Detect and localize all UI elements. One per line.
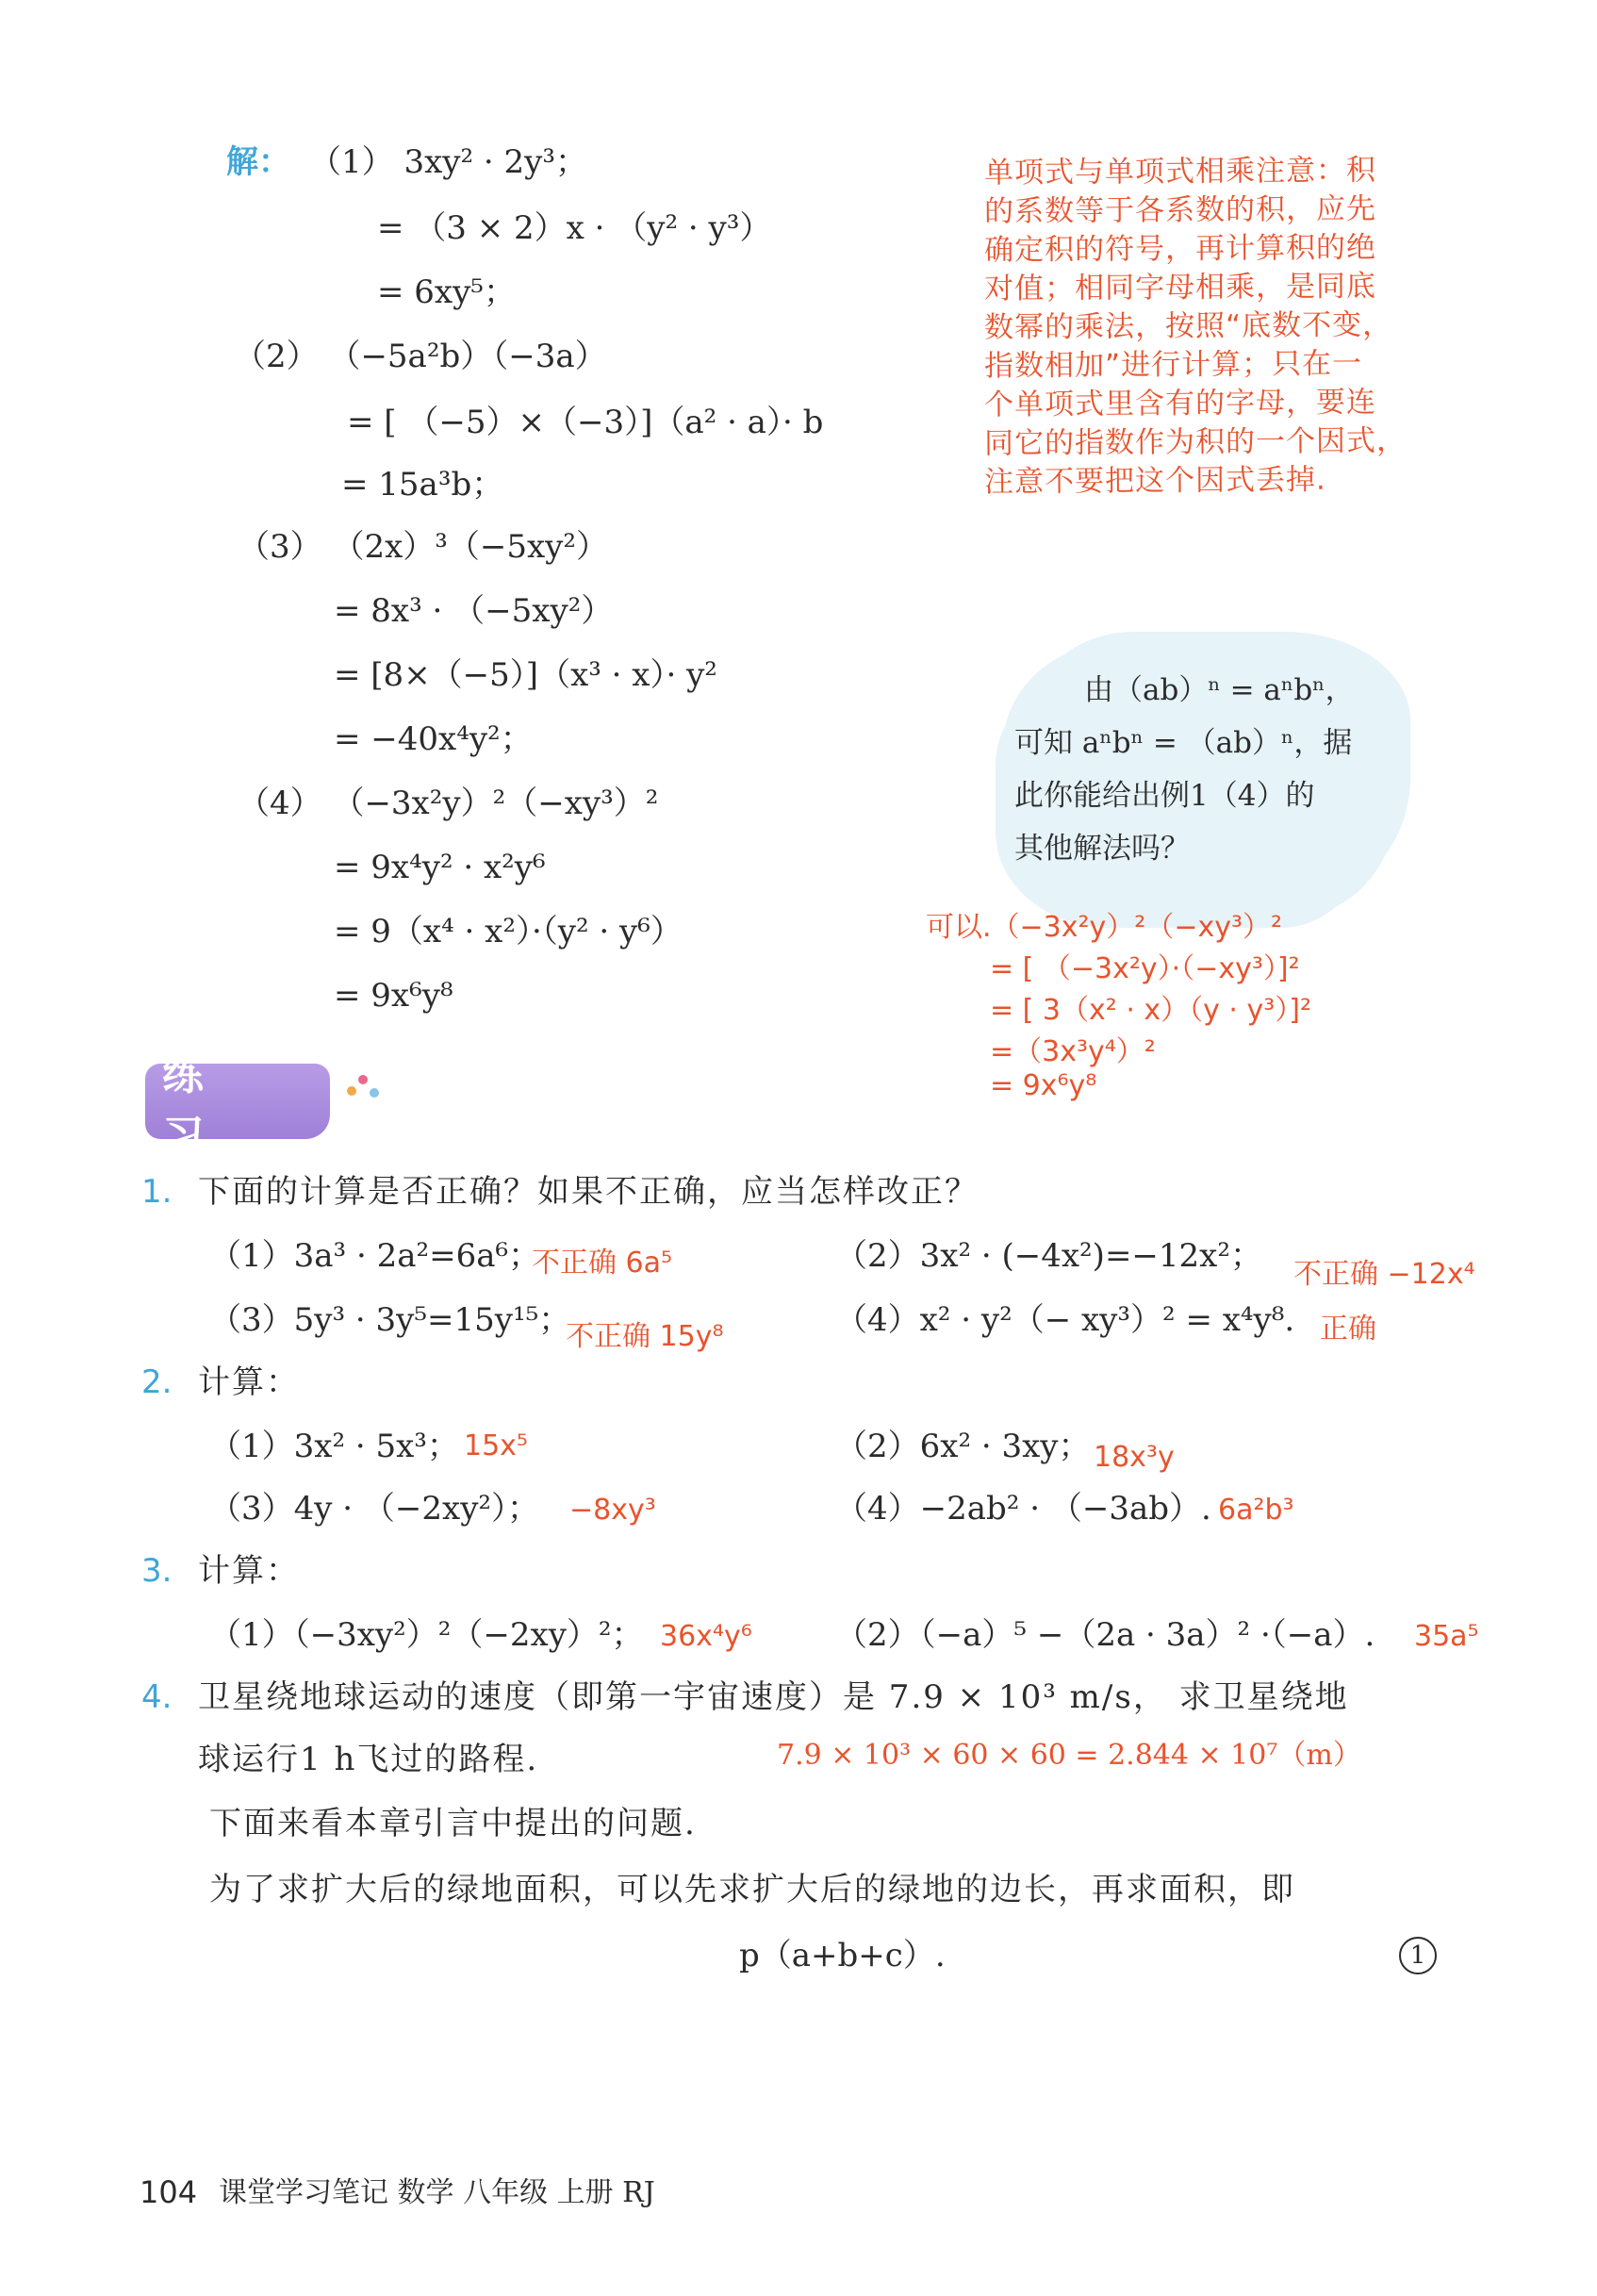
- q2-a: （1）3x² · 5x³；: [209, 1428, 459, 1465]
- q4-line-2: 球运行1 h飞过的路程.: [198, 1741, 539, 1778]
- q3-b: （2）（−a）⁵ −（2a · 3a）² ·（−a）.: [835, 1616, 1375, 1654]
- solution-2-line-1: （2） （−5a²b）（−3a）: [234, 338, 607, 375]
- tip-line: 此你能给出例1（4）的: [1014, 779, 1315, 813]
- q4-line-1: 卫星绕地球运动的速度（即第一宇宙速度）是 7.9 × 10³ m/s， 求卫星绕地: [198, 1678, 1349, 1716]
- q2-d: （4）−2ab² · （−3ab）.: [835, 1490, 1211, 1528]
- solution-4-line-2: = 9x⁴y² · x²y⁶: [334, 849, 546, 886]
- solution-3-line-4: = −40x⁴y²；: [334, 720, 533, 758]
- solution-3-line-2: = 8x³ · （−5xy²）: [334, 592, 614, 630]
- tip-answer-line: = [ （−3x²y）·（−xy³）]²: [990, 952, 1300, 985]
- side-note-line: 数幂的乘法，按照“底数不变，: [983, 307, 1393, 345]
- q1-a: （1）3a³ · 2a²=6a⁶；: [209, 1237, 541, 1275]
- q3-number: 3.: [141, 1552, 173, 1590]
- q1-c: （3）5y³ · 3y⁵=15y¹⁵；: [209, 1301, 571, 1339]
- side-note-line: 注意不要把这个因式丢掉.: [983, 462, 1326, 500]
- solution-1-line-1: （1） 3xy² · 2y³；: [309, 143, 587, 181]
- tip-answer-line: 可以.（−3x²y）²（−xy³）²: [926, 911, 1283, 944]
- solution-label: 解：: [226, 143, 290, 181]
- q4-answer: 7.9 × 10³ × 60 × 60 = 2.844 × 10⁷（m）: [777, 1739, 1361, 1772]
- q1-b-answer: 不正确 −12x⁴: [1293, 1258, 1475, 1291]
- formula: p（a+b+c）.: [739, 1937, 946, 1974]
- side-note-line: 对值；相同字母相乘，是同底: [983, 269, 1377, 306]
- solution-2-line-2: = [ （−5）×（−3）]（a² · a）· b: [347, 404, 824, 441]
- side-note-line: 确定积的符号，再计算积的绝: [983, 230, 1377, 268]
- q2-c-answer: −8xy³: [569, 1494, 656, 1527]
- solution-1-line-3: = 6xy⁵；: [377, 273, 516, 311]
- q2-c: （3）4y · （−2xy²）；: [209, 1490, 540, 1528]
- q1-a-answer: 不正确 6a⁵: [532, 1247, 673, 1280]
- tip-line: 由（ab）ⁿ = aⁿbⁿ，: [1084, 673, 1355, 707]
- footer-text: 课堂学习笔记 数学 八年级 上册 RJ: [219, 2176, 655, 2209]
- tip-answer-line: =（3x³y⁴）²: [990, 1035, 1156, 1068]
- q2-d-answer: 6a²b³: [1218, 1494, 1294, 1527]
- equation-number: [1399, 1937, 1437, 1974]
- decorative-dots: [347, 1073, 381, 1101]
- side-note-line: 的系数等于各系数的积，应先: [983, 191, 1377, 229]
- side-note-line: 同它的指数作为积的一个因式，: [983, 423, 1408, 461]
- q2-b-answer: 18x³y: [1094, 1441, 1175, 1474]
- q1-c-answer: 不正确 15y⁸: [566, 1320, 724, 1353]
- q2-a-answer: 15x⁵: [464, 1429, 528, 1462]
- solution-2-line-3: = 15a³b；: [341, 466, 504, 504]
- q1-number: 1.: [141, 1173, 173, 1211]
- body-paragraph-2: 为了求扩大后的绿地面积，可以先求扩大后的绿地的边长，再求面积，即: [209, 1871, 1295, 1908]
- practice-banner: 练 习: [145, 1064, 330, 1139]
- equation-number-label: 1: [1399, 1937, 1437, 1974]
- tip-line: 可知 aⁿbⁿ = （ab）ⁿ，据: [1014, 726, 1353, 760]
- tip-answer-line: = [ 3（x² · x）（y · y³）]²: [990, 994, 1312, 1027]
- q1-b: （2）3x² · (−4x²)=−12x²；: [835, 1237, 1262, 1275]
- page-number: 104: [140, 2174, 198, 2210]
- q1-text: 下面的计算是否正确？如果不正确，应当怎样改正？: [198, 1173, 979, 1211]
- tip-answer-line: = 9x⁶y⁸: [990, 1069, 1097, 1102]
- q2-number: 2.: [141, 1363, 173, 1401]
- solution-4-line-1: （4） （−3x²y）²（−xy³）²: [238, 785, 659, 822]
- q3-b-answer: 35a⁵: [1414, 1620, 1479, 1653]
- solution-1-line-2: = （3 × 2）x · （y² · y³）: [377, 209, 772, 247]
- q2-text: 计算：: [198, 1363, 300, 1401]
- solution-4-line-4: = 9x⁶y⁸: [334, 977, 453, 1015]
- q1-d-answer: 正确: [1320, 1313, 1376, 1346]
- solution-3-line-1: （3） （2x）³（−5xy²）: [238, 528, 609, 566]
- side-note-line: 个单项式里含有的字母，要连: [983, 385, 1377, 422]
- q2-b: （2）6x² · 3xy；: [835, 1428, 1091, 1465]
- side-note-line: 指数相加”进行计算；只在一: [983, 346, 1363, 384]
- q3-text: 计算：: [198, 1552, 300, 1590]
- q3-a: （1）（−3xy²）²（−2xy）²；: [209, 1616, 644, 1654]
- body-paragraph-1: 下面来看本章引言中提出的问题.: [209, 1805, 697, 1842]
- q4-number: 4.: [141, 1678, 173, 1716]
- side-note-line: 单项式与单项式相乘注意：积: [983, 153, 1377, 190]
- solution-4-line-3: = 9（x⁴ · x²）·（y² · y⁶）: [334, 913, 683, 950]
- tip-line: 其他解法吗？: [1014, 832, 1190, 866]
- solution-3-line-3: = [8×（−5）]（x³ · x）· y²: [334, 656, 717, 694]
- q3-a-answer: 36x⁴y⁶: [660, 1620, 752, 1653]
- q1-d: （4）x² · y²（− xy³）² = x⁴y⁸.: [835, 1301, 1295, 1339]
